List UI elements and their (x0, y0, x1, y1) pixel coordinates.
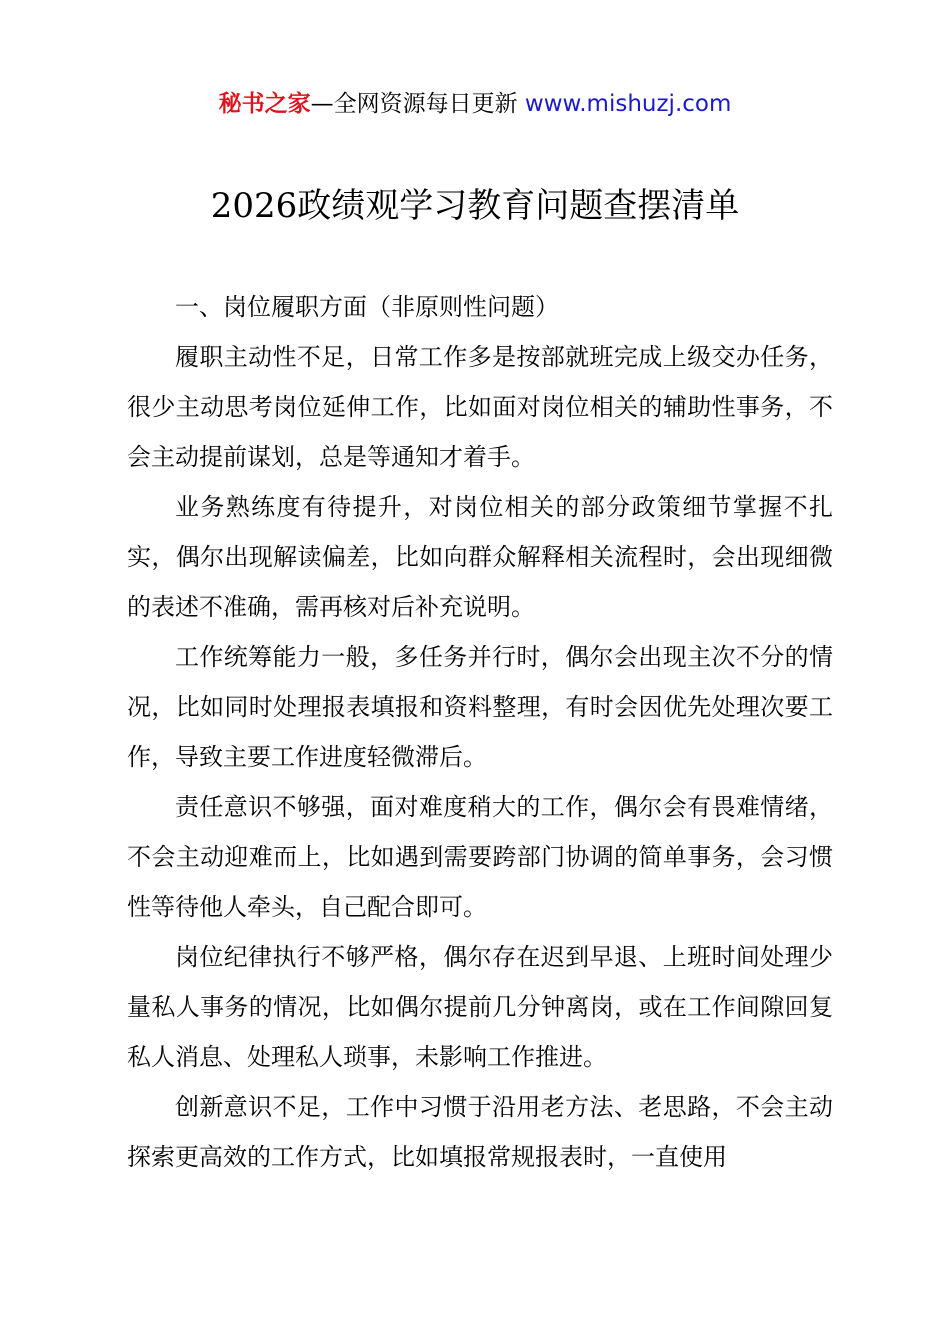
site-url-link[interactable]: www.mishuzj.com (524, 91, 732, 117)
paragraph: 履职主动性不足，日常工作多是按部就班完成上级交办任务，很少主动思考岗位延伸工作，比如面对岗位相关的辅助性事务，不会主动提前谋划，总是等通知才着手。 (127, 343, 833, 471)
paragraph: 岗位纪律执行不够严格，偶尔存在迟到早退、上班时间处理少量私人事务的情况，比如偶尔提前几分钟离岗，或在工作间隙回复私人消息、处理私人琐事，未影响工作推进。 (127, 943, 833, 1071)
document-title: 2026政绩观学习教育问题查摆清单 (210, 186, 740, 226)
paragraph: 工作统筹能力一般，多任务并行时，偶尔会出现主次不分的情况，比如同时处理报表填报和资料整理，有时会因优先处理次要工作，导致主要工作进度轻微滞后。 (127, 643, 833, 771)
brand-name: 秘书之家 (218, 91, 311, 117)
section-heading: 一、岗位履职方面（非原则性问题） (175, 293, 559, 321)
paragraph: 责任意识不够强，面对难度稍大的工作，偶尔会有畏难情绪，不会主动迎难而上，比如遇到需要跨部门协调的简单事务，会习惯性等待他人牵头，自己配合即可。 (127, 793, 833, 921)
header-tagline: —全网资源每日更新 (310, 91, 525, 117)
paragraph: 创新意识不足，工作中习惯于沿用老方法、老思路，不会主动探索更高效的工作方式，比如填报常规报表时，一直使用 (127, 1093, 833, 1171)
paragraph: 业务熟练度有待提升，对岗位相关的部分政策细节掌握不扎实，偶尔出现解读偏差，比如向群众解释相关流程时，会出现细微的表述不准确，需再核对后补充说明。 (127, 493, 833, 621)
document-body (127, 282, 833, 1182)
site-header (0, 88, 950, 120)
